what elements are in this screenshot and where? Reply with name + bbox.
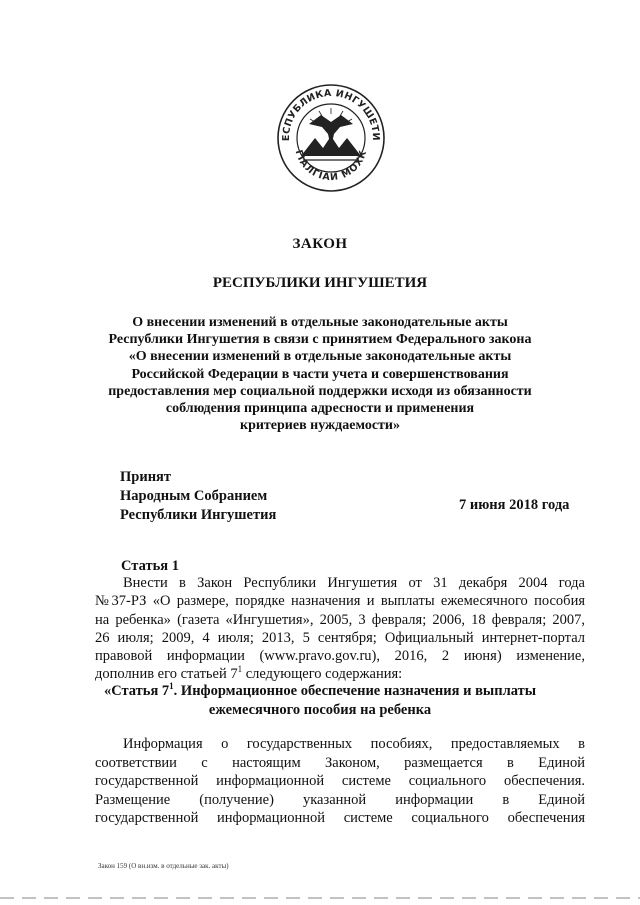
- scan-edge-artifact: [0, 897, 640, 899]
- text-fragment: дополнив его статьей 7: [95, 666, 238, 683]
- superscript: 1: [169, 681, 174, 692]
- subject-line: «О внесении изменений в отдельные законодательные акты: [128, 349, 512, 365]
- text-line: Информация о государственных пособиях, предоставляемых в: [123, 736, 585, 752]
- text-line: №37-РЗ «О размере, порядке назначения и выплаты ежемесячного пособия: [95, 593, 585, 610]
- text-line: соответствии с настоящим Законом, размещается в Единой: [95, 754, 585, 771]
- text-line: Внести в Закон Республики Ингушетия от 31 декабря 2004 года: [123, 575, 585, 591]
- svg-text:ГӀАЛГӀАЙ МОХК: ГӀАЛГӀАЙ МОХК: [292, 148, 370, 184]
- svg-text:РЕСПУБЛИКА ИНГУШЕТИЯ: ЕСПУБЛИКА ИНГУШЕТИ: [280, 87, 382, 142]
- footer-file-label: Закон 159 (О вн.изм. в отдельные зак. акты): [98, 862, 229, 870]
- adoption-line: Республики Ингушетия: [120, 507, 277, 523]
- article-1-heading: Статья 1: [121, 558, 179, 574]
- subject-line: предоставления мер социальной поддержки исходя из обязанности: [108, 383, 532, 399]
- document-type-title: ЗАКОН: [292, 236, 348, 252]
- text-line: 26 июля; 2009, 4 июля; 2013, 5 сентября; Официальный интернет-портал: [95, 629, 585, 646]
- article-7-1-heading: [0, 682, 640, 720]
- subject-line: критериев нуждаемости»: [240, 418, 400, 434]
- text-line: Размещение (получение) указанной информации в Единой: [95, 791, 585, 808]
- adoption-block: [120, 468, 276, 525]
- text-line: государственной информационной системе социального обеспечения.: [95, 773, 585, 790]
- adoption-date: 7 июня 2018 года: [459, 497, 570, 513]
- text-fragment: «Статья 7: [103, 683, 170, 699]
- text-fragment: следующего содержания:: [242, 666, 403, 683]
- adoption-line: Принят: [120, 469, 172, 485]
- heading-line: [0, 682, 640, 701]
- article-7-1-text: [95, 735, 585, 828]
- text-line: на ребенка» (газета «Ингушетия», 2005, 3 февраля; 2006, 18 февраля; 2007,: [95, 611, 585, 628]
- coat-of-arms-seal: [275, 82, 387, 194]
- law-subject: [0, 314, 640, 434]
- subject-line: соблюдения принципа адресности и применения: [165, 401, 475, 417]
- article-1-text: [95, 574, 585, 684]
- adoption-line: Народным Собранием: [120, 488, 268, 504]
- text-line: государственной информационной системе социального обеспечения: [95, 810, 585, 827]
- heading-line: ежемесячного пособия на ребенка: [208, 702, 432, 718]
- subject-line: Республики Ингушетия в связи с принятием Федерального закона: [108, 332, 532, 348]
- superscript: 1: [237, 664, 243, 675]
- subject-line: О внесении изменений в отдельные законодательные акты: [132, 315, 508, 330]
- subject-line: Российской Федерации в части учета и совершенствования: [131, 366, 509, 382]
- text-line: правовой информации (www.pravo.gov.ru), 2016, 2 июня) изменение,: [95, 648, 585, 665]
- text-fragment: . Информационное обеспечение назначения и выплаты: [173, 683, 537, 699]
- issuer-title: РЕСПУБЛИКИ ИНГУШЕТИЯ: [212, 275, 428, 291]
